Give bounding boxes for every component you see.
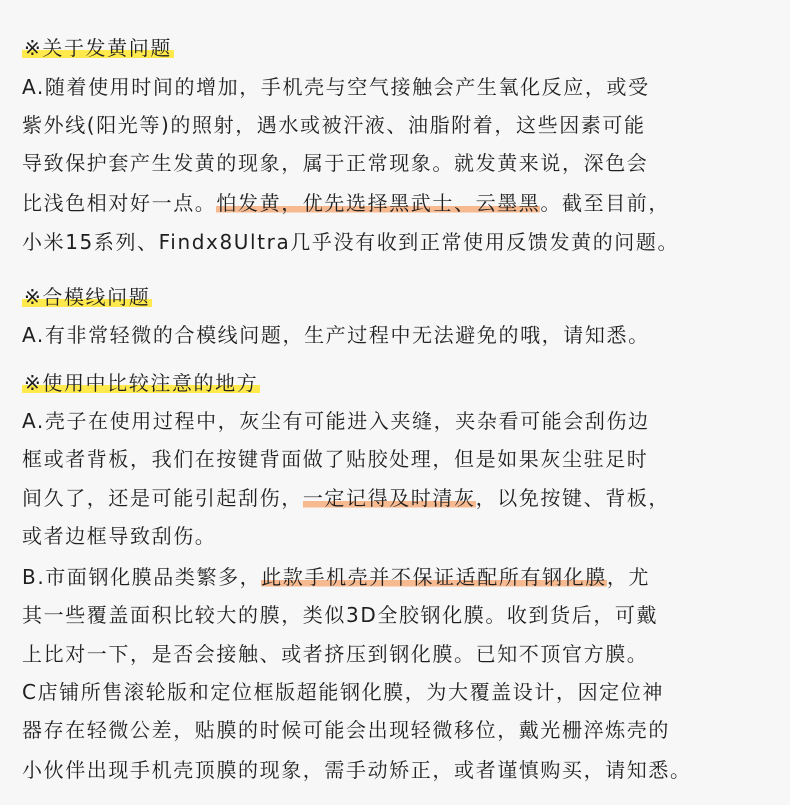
highlight-screen-protector: 此款手机壳并不保证适配所有钢化膜 (261, 565, 607, 589)
paragraph-line: 导致保护套产生发黄的现象，属于正常现象。就发黄来说，深色会 (22, 151, 649, 175)
paragraph-line: B.市面钢化膜品类繁多，此款手机壳并不保证适配所有钢化膜，尤 (22, 565, 651, 589)
paragraph-line: A.随着使用时间的增加，手机壳与空气接触会产生氧化反应，或受 (22, 75, 650, 99)
paragraph-line: A.壳子在使用过程中，灰尘有可能进入夹缝，夹杂看可能会刮伤边 (22, 409, 650, 433)
highlight-recommendation: 怕发黄，优先选择黑武士、云墨黑 (216, 191, 541, 215)
section-heading-mold-line: ※合模线问题 (24, 285, 151, 309)
paragraph-line: 紫外线(阳光等)的照射，遇水或被汗液、油脂附着，这些因素可能 (22, 113, 646, 137)
paragraph-line: A.有非常轻微的合模线问题，生产过程中无法避免的哦，请知悉。 (22, 323, 650, 347)
paragraph-line: 框或者背板，我们在按键背面做了贴胶处理，但是如果灰尘驻足时 (22, 447, 649, 471)
highlight-clean-dust: 一定记得及时清灰 (302, 486, 476, 510)
paragraph-line: 器存在轻微公差，贴膜的时候可能会出现轻微移位，戴光栅淬炼壳的 (22, 718, 670, 742)
paragraph-line: 小伙伴出现手机壳顶膜的现象，需手动矫正，或者谨慎购买，请知悉。 (22, 758, 692, 782)
section-heading-usage-notes: ※使用中比较注意的地方 (24, 371, 259, 395)
paragraph-line: 间久了，还是可能引起刮伤，一定记得及时清灰，以免按键、背板， (22, 486, 671, 510)
paragraph-line: 比浅色相对好一点。怕发黄，优先选择黑武士、云墨黑。截至目前， (22, 191, 671, 215)
section-heading-yellowing: ※关于发黄问题 (24, 36, 172, 60)
paragraph-line: 上比对一下，是否会接触、或者挤压到钢化膜。已知不顶官方膜。 (22, 642, 649, 666)
paragraph-line: C店铺所售滚轮版和定位框版超能钢化膜，为大覆盖设计，因定位神 (22, 680, 664, 704)
paragraph-line: 小米15系列、Findx8Ultra几乎没有收到正常使用反馈发黄的问题。 (22, 230, 680, 254)
paragraph-line: 或者边框导致刮伤。 (22, 524, 217, 548)
paragraph-line: 其一些覆盖面积比较大的膜，类似3D全胶钢化膜。收到货后，可戴 (22, 603, 659, 627)
